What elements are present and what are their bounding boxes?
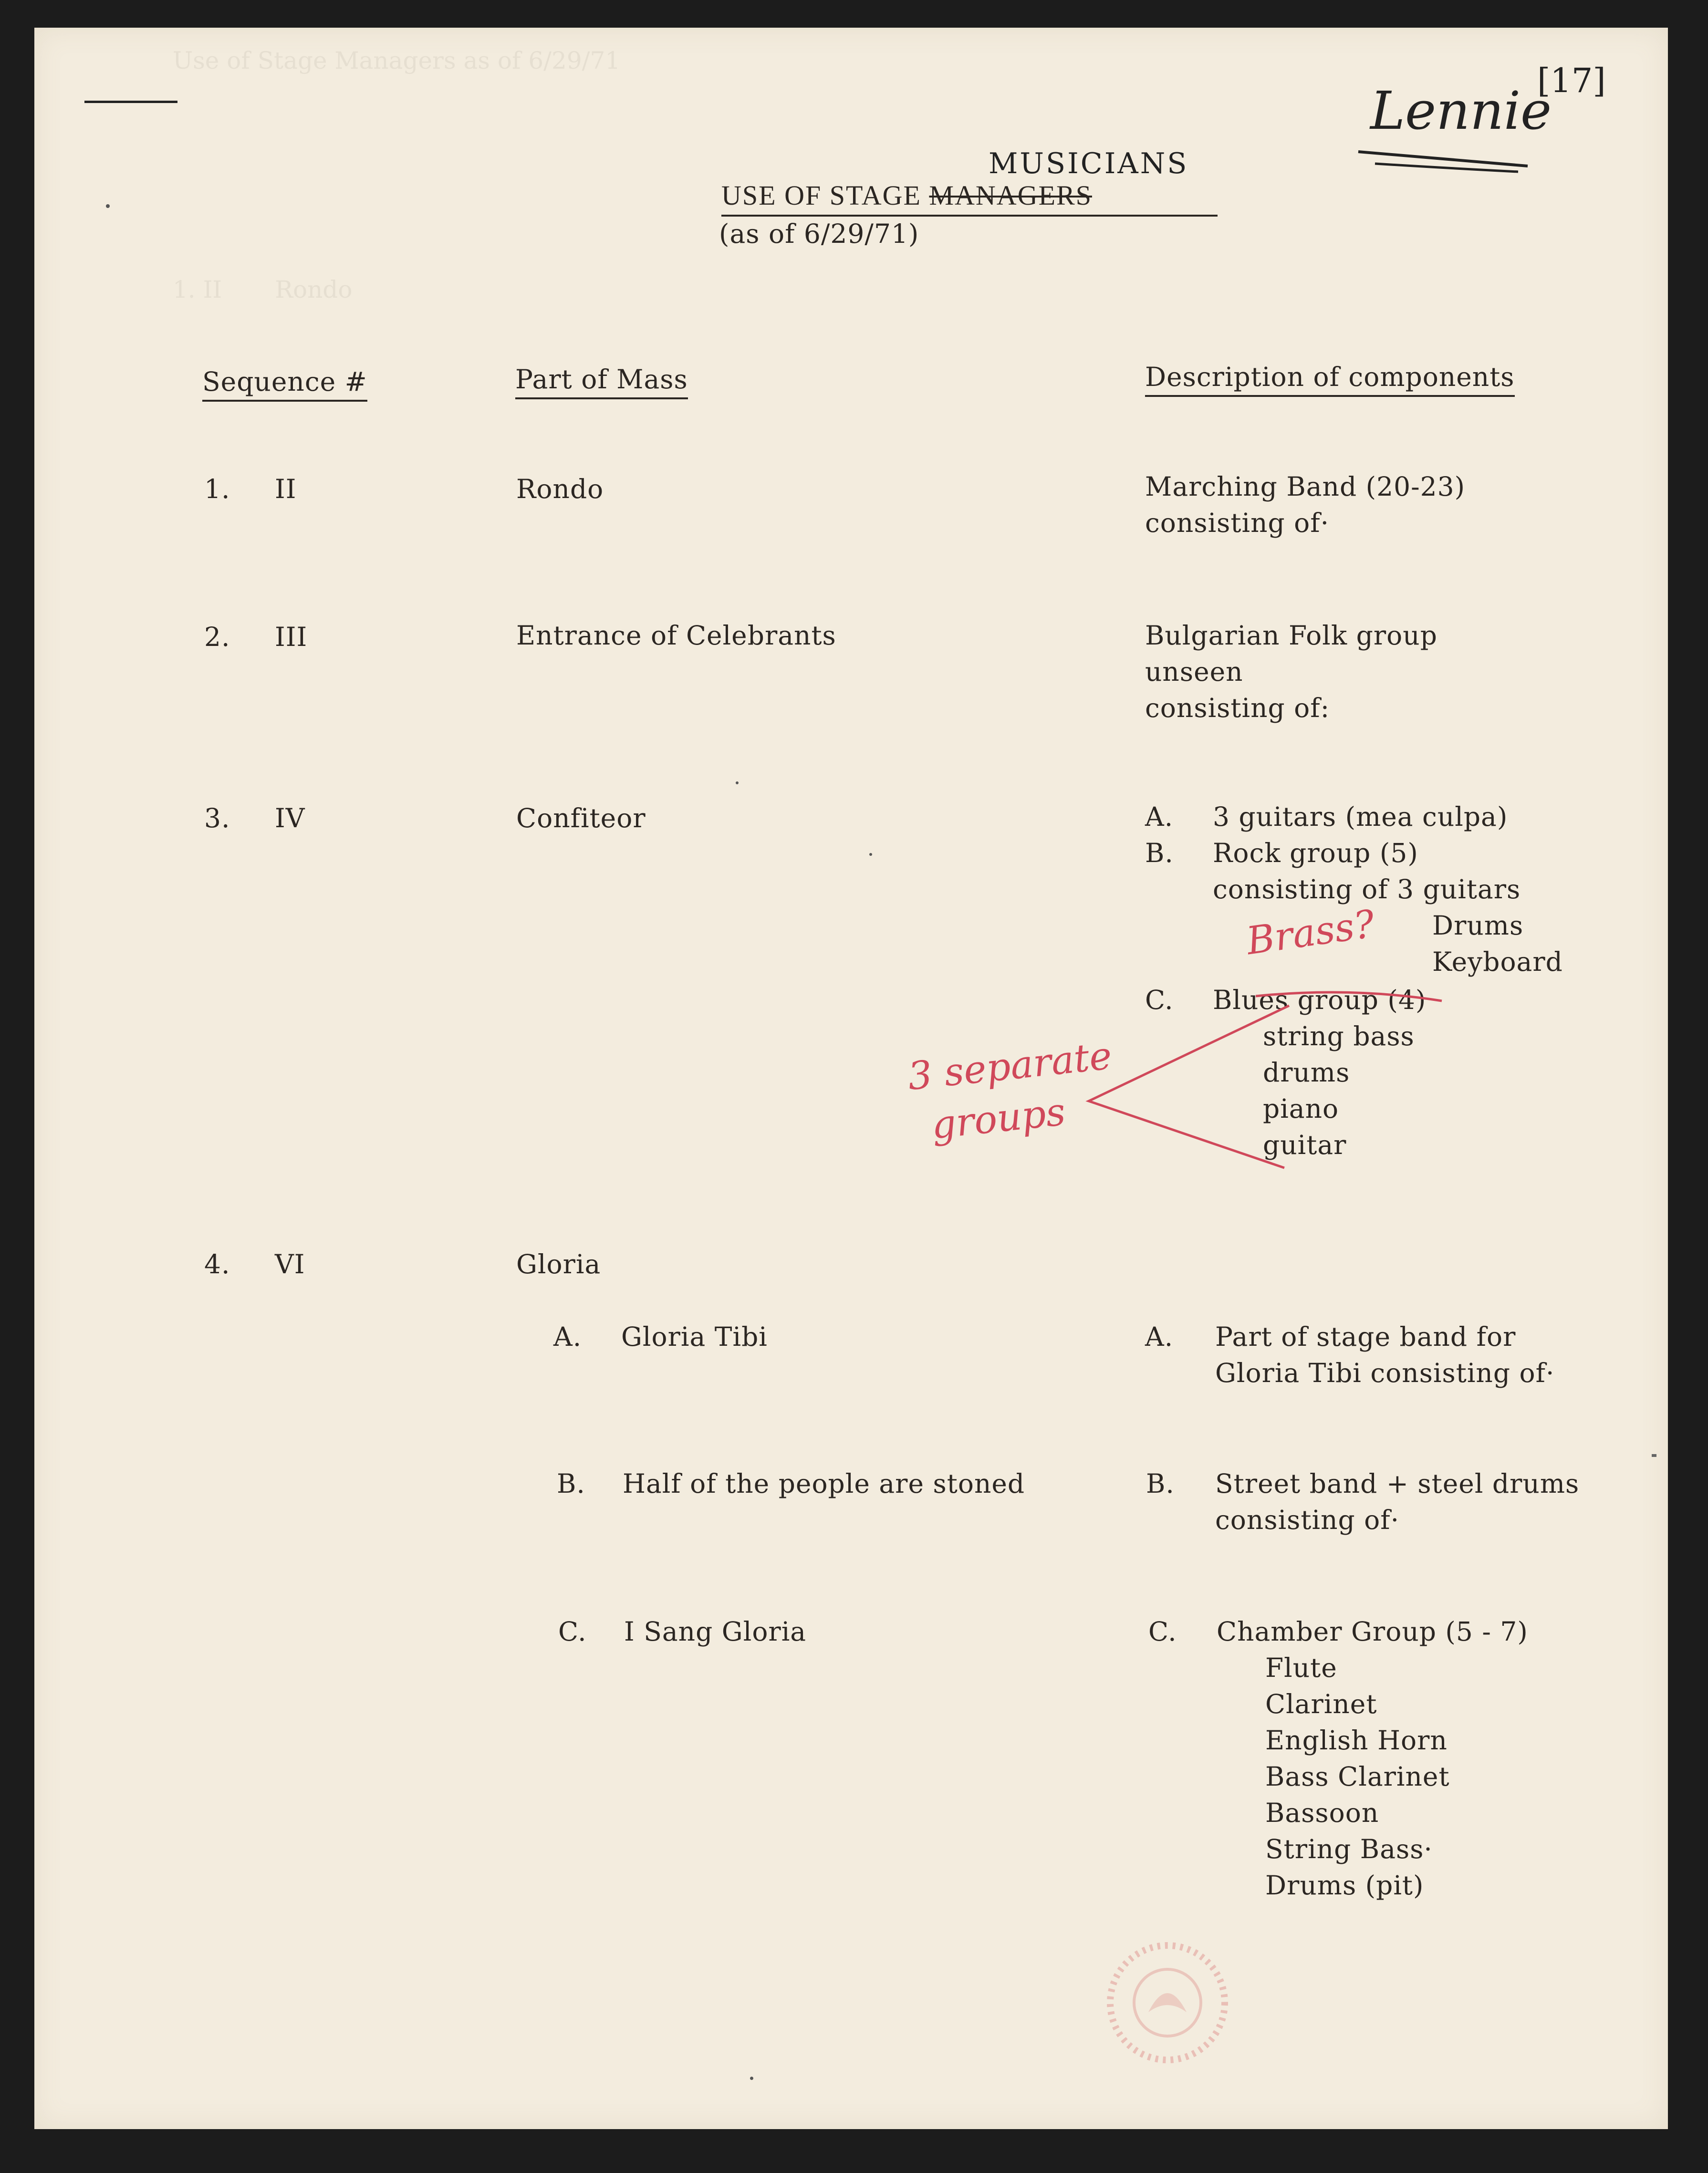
- row-roman: VI: [275, 1249, 305, 1279]
- desc-line: Gloria Tibi consisting of·: [1215, 1358, 1555, 1388]
- sub-label: C.: [558, 1616, 587, 1647]
- handwritten-name: Lennie: [1370, 80, 1552, 141]
- desc-line: 3 guitars (mea culpa): [1213, 801, 1508, 832]
- header-description: Description of components: [1145, 362, 1515, 397]
- handwritten-underline: [1356, 137, 1537, 176]
- red-annotation-line: groups: [929, 1089, 1068, 1148]
- desc-line: Blues group (4): [1213, 985, 1427, 1015]
- desc-line: Rock group (5): [1213, 838, 1418, 868]
- row-part: Confiteor: [516, 803, 646, 833]
- chamber-item: String Bass·: [1265, 1834, 1433, 1864]
- red-annotation-line: 3 separate: [906, 1033, 1114, 1099]
- desc-line: consisting of·: [1215, 1505, 1400, 1535]
- desc-line: piano: [1263, 1093, 1339, 1124]
- chamber-item: Flute: [1265, 1653, 1337, 1683]
- desc-line: Part of stage band for: [1215, 1321, 1516, 1352]
- desc-label: B.: [1146, 1468, 1175, 1499]
- row-number: 1.: [204, 474, 230, 504]
- desc-line: guitar: [1263, 1130, 1347, 1160]
- row-part: Gloria: [516, 1249, 601, 1279]
- title-date: (as of 6/29/71): [719, 218, 919, 249]
- desc-line: string bass: [1263, 1021, 1415, 1051]
- chamber-item: Drums (pit): [1265, 1870, 1424, 1901]
- desc-line: Keyboard: [1432, 946, 1563, 977]
- row-part: Rondo: [516, 474, 604, 504]
- desc-line: consisting of 3 guitars: [1213, 874, 1521, 905]
- desc-label: C.: [1148, 1616, 1177, 1647]
- chamber-item: Bassoon: [1265, 1798, 1379, 1828]
- row-number: 2.: [204, 622, 230, 652]
- desc-line: Street band + steel drums: [1215, 1468, 1580, 1499]
- paper-speck: [1652, 1454, 1656, 1457]
- title-prefix: USE OF STAGE: [721, 180, 921, 211]
- row-desc-line: consisting of:: [1145, 693, 1330, 723]
- row-roman: II: [275, 474, 297, 504]
- handwritten-musicians: MUSICIANS: [989, 147, 1189, 180]
- desc-label: A.: [1145, 801, 1174, 832]
- row-roman: IV: [275, 803, 305, 833]
- desc-line: Chamber Group (5 - 7): [1217, 1616, 1528, 1647]
- row-roman: III: [275, 622, 308, 652]
- row-number: 4.: [204, 1249, 230, 1279]
- archive-stamp: [1096, 1931, 1239, 2074]
- show-through-text: 1. II Rondo: [173, 276, 353, 303]
- chamber-item: English Horn: [1265, 1725, 1448, 1756]
- desc-label: B.: [1145, 838, 1174, 868]
- header-sequence: Sequence #: [202, 366, 367, 402]
- paper-speck: [736, 781, 739, 784]
- row-desc-line: Marching Band (20-23): [1145, 471, 1466, 502]
- page-title: [721, 179, 1092, 211]
- chamber-item: Clarinet: [1265, 1689, 1377, 1719]
- paper-speck: [750, 2077, 753, 2080]
- sub-part: I Sang Gloria: [624, 1616, 807, 1647]
- red-bracket-arrow: [1074, 996, 1313, 1187]
- show-through-text: Use of Stage Managers as of 6/29/71: [173, 47, 621, 74]
- row-desc-line: Bulgarian Folk group: [1145, 620, 1437, 651]
- row-desc-line: consisting of·: [1145, 508, 1330, 538]
- sub-label: B.: [557, 1468, 585, 1499]
- header-part: Part of Mass: [515, 364, 688, 399]
- sub-label: A.: [553, 1321, 582, 1352]
- chamber-item: Bass Clarinet: [1265, 1761, 1450, 1792]
- paper-speck: [869, 853, 872, 856]
- desc-line: drums: [1263, 1057, 1350, 1088]
- desc-label: A.: [1145, 1321, 1174, 1352]
- desc-line: Drums: [1432, 910, 1524, 941]
- paper-speck: [106, 204, 110, 208]
- row-number: 3.: [204, 803, 230, 833]
- title-underline: [721, 215, 1218, 217]
- red-annotation-brass: Brass?: [1243, 901, 1377, 964]
- desc-label: C.: [1145, 985, 1174, 1015]
- pen-dash: [84, 101, 177, 103]
- sub-part: Gloria Tibi: [621, 1321, 768, 1352]
- row-part: Entrance of Celebrants: [516, 620, 836, 651]
- sub-part: Half of the people are stoned: [623, 1468, 1025, 1499]
- title-struck-word: MANAGERS: [929, 180, 1092, 211]
- document-page: [34, 28, 1668, 2129]
- page-reference: [17]: [1537, 61, 1606, 100]
- row-desc-line: unseen: [1145, 656, 1243, 687]
